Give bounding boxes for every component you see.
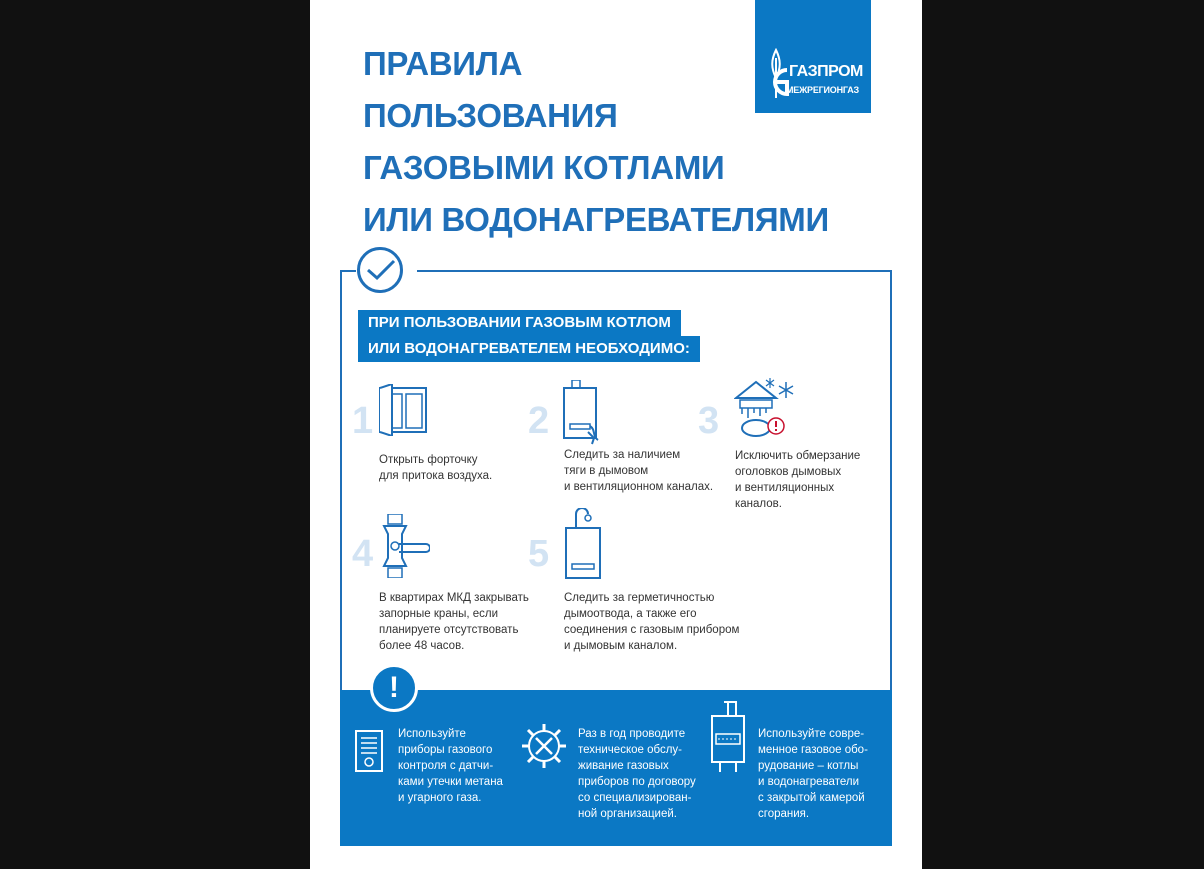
closed-boiler-icon (708, 700, 748, 774)
requirements-banner-line: ПРИ ПОЛЬЗОВАНИИ ГАЗОВЫМ КОТЛОМ (358, 310, 681, 336)
checkmark-icon (357, 247, 403, 293)
step-number: 1 (352, 400, 374, 442)
title-line: ПОЛЬЗОВАНИЯ (363, 97, 618, 134)
warning-icon: ! (370, 664, 418, 712)
title-line: ГАЗОВЫМИ КОТЛАМИ (363, 149, 725, 186)
tip-text: Используйте совре- менное газовое обо- рудование – котлы и водонагреватели с закрытой камерой сгорания. (758, 728, 868, 820)
poster (310, 0, 922, 869)
tip-text: Раз в год проводите техническое обслу- живание газовых приборов по договору со специализирован- ной организацией. (578, 728, 696, 820)
boiler-draft-icon (562, 380, 602, 446)
step-number: 2 (528, 400, 550, 442)
step-number: 3 (698, 400, 720, 442)
tip-text: Используйте приборы газового контроля с датчи- ками утечки метана и угарного газа. (398, 728, 503, 804)
step-text: Открыть форточку для притока воздуха. (379, 454, 493, 482)
step-text: Следить за наличием тяги в дымовом и вентиляционном каналах. (564, 449, 714, 493)
gas-detector-icon (354, 730, 384, 772)
boiler-chimney-icon (562, 508, 604, 580)
title-line: ИЛИ ВОДОНАГРЕВАТЕЛЯМИ (363, 201, 829, 238)
logo-line-2: МЕЖРЕГИОНГАЗ (786, 85, 859, 95)
gas-valve-icon (380, 514, 430, 578)
step-text: Следить за герметичностью дымоотвода, а также его соединения с газовым прибором и дымовым каналом. (564, 592, 740, 652)
frozen-chimney-icon (734, 378, 800, 438)
step-number: 5 (528, 533, 550, 575)
step-number: 4 (352, 533, 374, 575)
step-text: Исключить обмерзание оголовков дымовых и вентиляционных каналов. (735, 450, 861, 510)
frame-divider (340, 270, 356, 272)
service-tools-icon (520, 722, 568, 770)
window-icon (378, 384, 430, 436)
requirements-banner-line: ИЛИ ВОДОНАГРЕВАТЕЛЕМ НЕОБХОДИМО: (358, 336, 700, 362)
logo-line-1: ГАЗПРОМ (789, 63, 863, 80)
frame-divider (417, 270, 892, 272)
gazprom-logo (755, 0, 871, 113)
title-line: ПРАВИЛА (363, 45, 523, 82)
step-text: В квартирах МКД закрывать запорные краны, если планируете отсутствовать более 48 часов. (379, 592, 529, 652)
